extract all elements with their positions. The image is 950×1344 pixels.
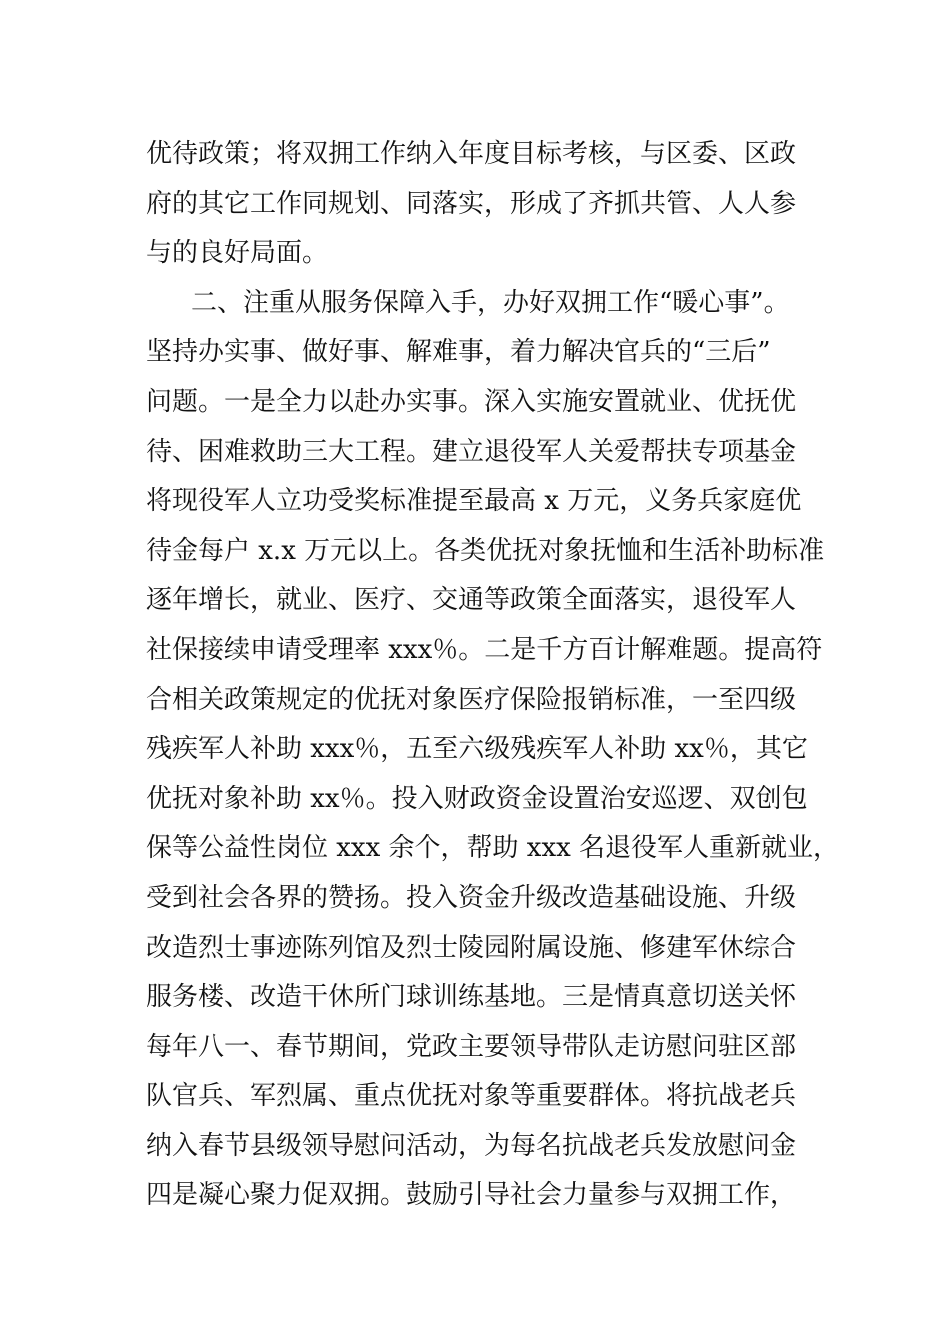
text-line: 合相关政策规定的优抚对象医疗保险报销标准，一至四级 — [146, 684, 797, 715]
text-line: 残疾军人补助 xxx％，五至六级残疾军人补助 xx％，其它 — [146, 734, 808, 765]
text-line: 待金每户 x.x 万元以上。各类优抚对象抚恤和生活补助标准 — [146, 535, 825, 566]
text-line: 社保接续申请受理率 xxx％。二是千方百计解难题。提高符 — [146, 634, 823, 665]
text-line: 四是凝心聚力促双拥。鼓励引导社会力量参与双拥工作， — [146, 1180, 797, 1211]
text-line: 保等公益性岗位 xxx 余个，帮助 xxx 名退役军人重新就业， — [146, 833, 840, 864]
body-text — [146, 130, 840, 1221]
section-heading-line: 二、注重从服务保障入手，办好双拥工作“暖心事”。 — [191, 287, 790, 318]
text-line: 府的其它工作同规划、同落实，形成了齐抓共管、人人参 — [146, 188, 797, 219]
text-line: 将现役军人立功受奖标准提至最高 x 万元，义务兵家庭优 — [146, 486, 802, 517]
text-line: 逐年增长，就业、医疗、交通等政策全面落实，退役军人 — [146, 585, 797, 616]
text-line: 优待政策；将双拥工作纳入年度目标考核，与区委、区政 — [146, 139, 797, 169]
text-line: 待、困难救助三大工程。建立退役军人关爱帮扶专项基金 — [146, 436, 797, 467]
text-line: 服务楼、改造干休所门球训练基地。三是情真意切送关怀 — [146, 982, 797, 1013]
text-line: 坚持办实事、做好事、解难事，着力解决官兵的“三后” — [146, 337, 771, 368]
text-line: 问题。一是全力以赴办实事。深入实施安置就业、优抚优 — [146, 386, 797, 417]
text-line: 每年八一、春节期间，党政主要领导带队走访慰问驻区部 — [146, 1031, 797, 1062]
text-line: 与的良好局面。 — [146, 238, 329, 269]
text-line: 受到社会各界的赞扬。投入资金升级改造基础设施、升级 — [146, 882, 797, 913]
text-line: 改造烈士事迹陈列馆及烈士陵园附属设施、修建军休综合 — [146, 932, 797, 963]
text-line: 优抚对象补助 xx％。投入财政资金设置治安巡逻、双创包 — [146, 783, 808, 814]
text-line: 纳入春节县级领导慰问活动，为每名抗战老兵发放慰问金 — [146, 1130, 797, 1161]
text-line: 队官兵、军烈属、重点优抚对象等重要群体。将抗战老兵 — [146, 1081, 797, 1112]
